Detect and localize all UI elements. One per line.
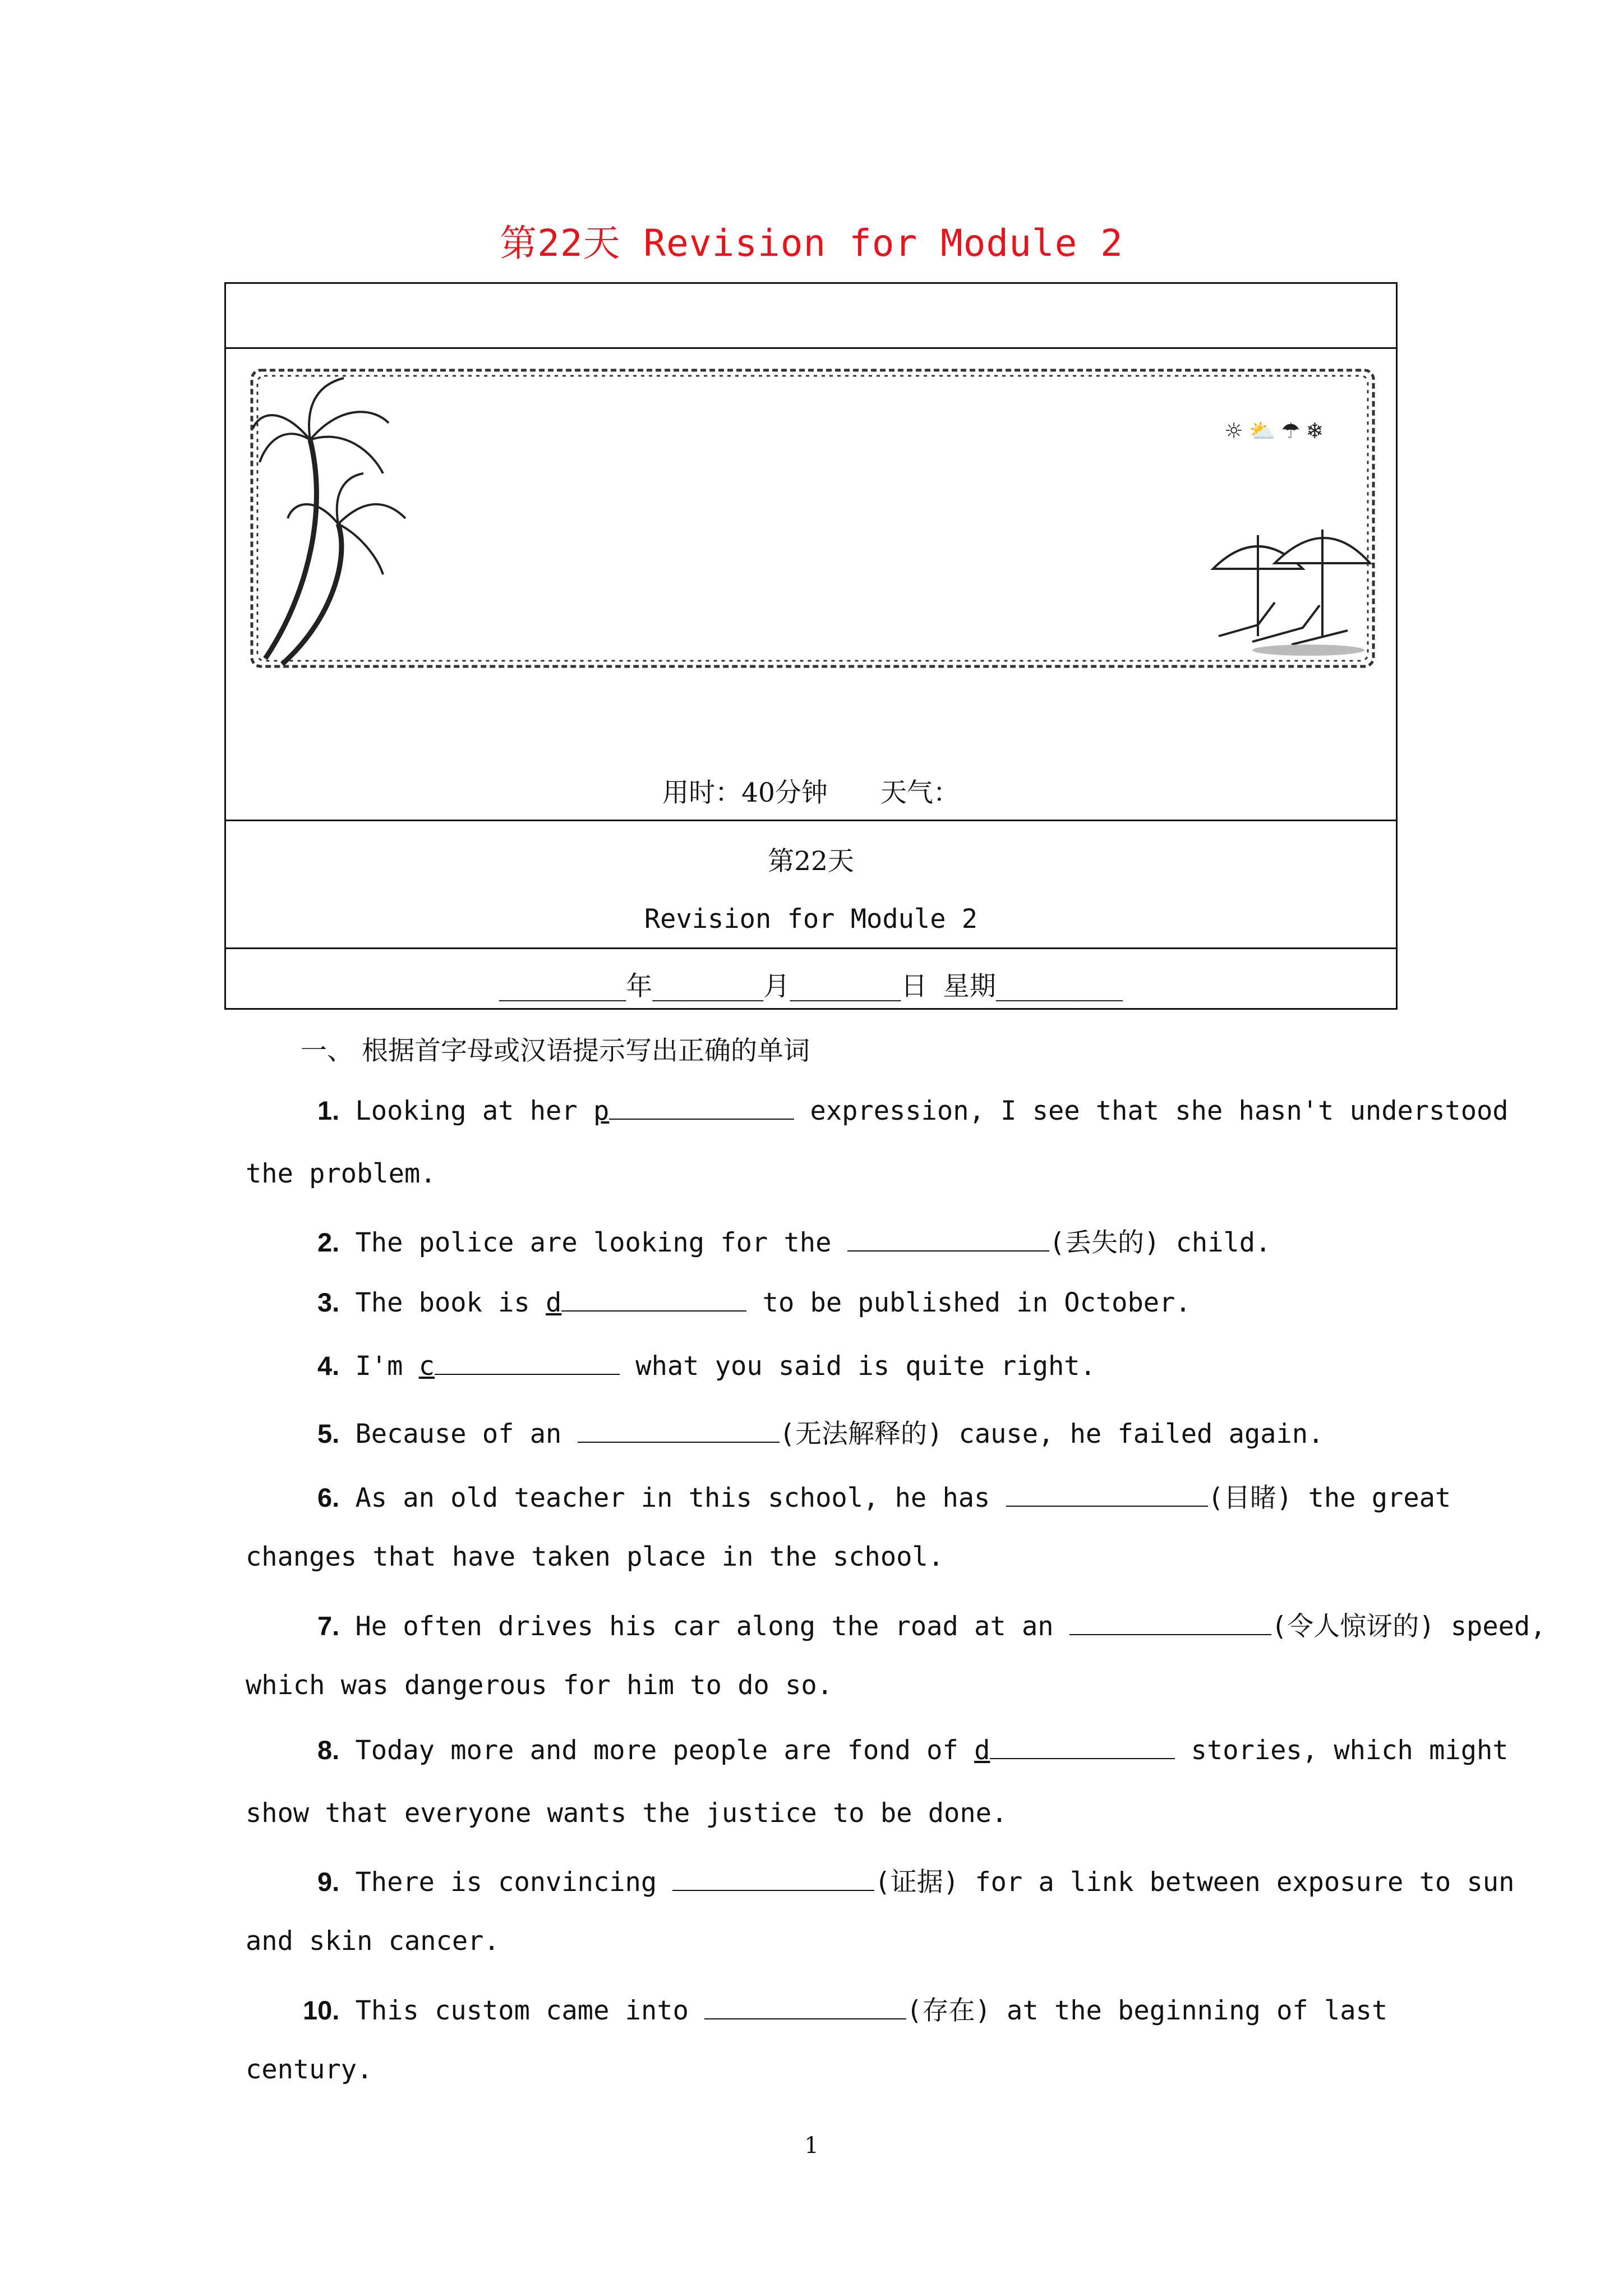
question-2: 2. The police are looking for the (丢失的) child. <box>317 1222 1271 1259</box>
answer-blank[interactable] <box>561 1286 746 1312</box>
chinese-hint: (令人惊讶的) <box>1271 1611 1435 1642</box>
question-1-continued: the problem. <box>246 1158 436 1189</box>
question-5: 5. Because of an (无法解释的) cause, he failed again. <box>317 1413 1324 1451</box>
chinese-hint: (丢失的) <box>1049 1227 1160 1258</box>
question-6-continued: changes that have taken place in the school. <box>246 1542 944 1572</box>
module-subtitle: Revision for Module 2 <box>644 904 978 935</box>
day-label: 第22天 <box>768 846 854 877</box>
question-6: 6. As an old teacher in this school, he has (目睹) the great <box>317 1477 1451 1515</box>
question-9-continued: and skin cancer. <box>246 1926 500 1957</box>
question-9: 9. There is convincing (证据) for a link between exposure to sun <box>317 1861 1514 1899</box>
partly-cloudy-icon: ⛅ <box>1249 418 1281 443</box>
question-4: 4. I'm c what you said is quite right. <box>317 1349 1096 1382</box>
chinese-hint: (证据) <box>874 1867 960 1898</box>
first-letter-hint: d <box>546 1287 562 1318</box>
question-7: 7. He often drives his car along the road at an (令人惊讶的) speed, <box>317 1605 1546 1643</box>
header-box <box>224 282 1398 1010</box>
section-title: 一、 根据首字母或汉语提示写出正确的单词 <box>301 1036 810 1066</box>
sun-icon: ☼ <box>1224 418 1249 443</box>
divider <box>226 820 1396 821</box>
question-10-continued: century. <box>246 2054 373 2085</box>
first-letter-hint: c <box>418 1351 435 1382</box>
question-1: 1. Looking at her p expression, I see that she hasn't understood <box>317 1094 1509 1126</box>
question-8: 8. Today more and more people are fond of d stories, which might <box>317 1733 1509 1766</box>
answer-blank[interactable] <box>990 1733 1175 1759</box>
answer-blank[interactable] <box>1006 1481 1208 1507</box>
banner-frame <box>248 367 1377 670</box>
time-weather-line: 用时：40分钟 天气： <box>662 777 960 808</box>
question-3: 3. The book is d to be published in October. <box>317 1286 1191 1318</box>
page-number: 1 <box>804 2133 819 2159</box>
divider <box>226 347 1396 349</box>
page-title: 第22天 Revision for Module 2 <box>500 222 1123 265</box>
question-10: 10. This custom came into (存在) at the beginning of last <box>303 1990 1387 2027</box>
answer-blank[interactable] <box>435 1349 620 1375</box>
date-line: ________年_______月_______日 星期________ <box>499 971 1123 1002</box>
palm-tree-icon <box>253 378 405 664</box>
question-7-continued: which was dangerous for him to do so. <box>246 1670 833 1701</box>
answer-blank[interactable] <box>847 1226 1049 1251</box>
question-8-continued: show that everyone wants the justice to be done. <box>246 1798 1008 1829</box>
weather-icons <box>1224 418 1329 444</box>
answer-blank[interactable] <box>704 1994 906 2019</box>
snow-cloud-icon: ❄ <box>1306 418 1330 443</box>
chinese-hint: (存在) <box>906 1995 991 2026</box>
chinese-hint: (目睹) <box>1207 1483 1293 1513</box>
first-letter-hint: p <box>593 1096 610 1126</box>
divider <box>226 947 1396 949</box>
beach-umbrella-icon <box>1213 530 1370 656</box>
chinese-hint: (无法解释的) <box>779 1419 943 1450</box>
rain-cloud-icon: ☂ <box>1281 418 1306 443</box>
decorative-banner <box>248 367 1377 670</box>
first-letter-hint: d <box>974 1735 990 1766</box>
answer-blank[interactable] <box>672 1865 874 1891</box>
answer-blank[interactable] <box>578 1417 780 1443</box>
answer-blank[interactable] <box>609 1094 794 1120</box>
answer-blank[interactable] <box>1069 1609 1271 1635</box>
